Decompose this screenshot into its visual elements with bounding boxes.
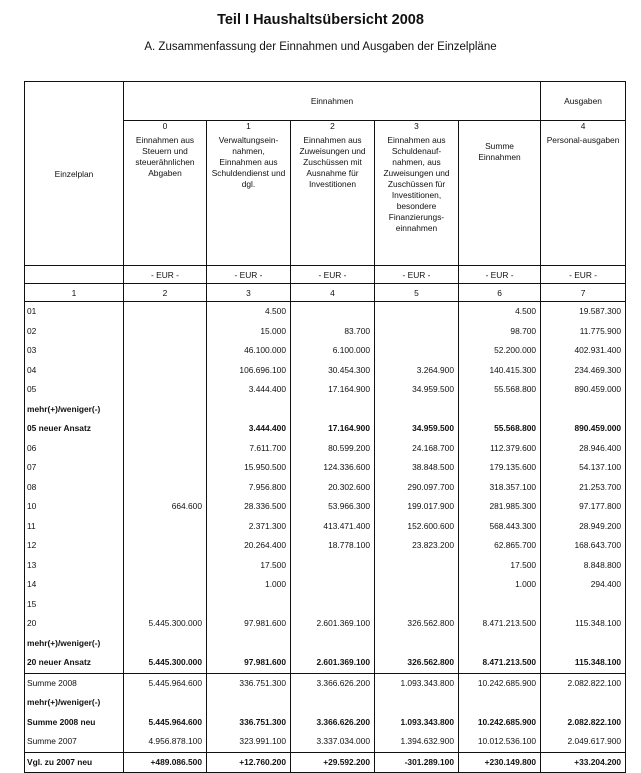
value-cell: 3.337.034.000 — [291, 732, 375, 752]
row-label: 20 neuer Ansatz — [25, 653, 124, 673]
value-cell: 17.164.900 — [291, 380, 375, 400]
value-cell: 28.336.500 — [207, 497, 291, 517]
value-cell: 80.599.200 — [291, 439, 375, 459]
value-cell: 97.981.600 — [207, 614, 291, 634]
row-label: Summe 2007 — [25, 732, 124, 752]
value-cell: 28.949.200 — [541, 517, 626, 537]
header-col-summe: Summe Einnahmen — [459, 121, 541, 266]
value-cell — [124, 517, 207, 537]
budget-summary-table — [24, 81, 626, 773]
value-cell: 1.394.632.900 — [375, 732, 459, 752]
value-cell — [541, 634, 626, 654]
unit-cell: - EUR - — [124, 266, 207, 284]
value-cell: 140.415.300 — [459, 361, 541, 381]
unit-cell: - EUR - — [291, 266, 375, 284]
header-col-schuldenaufnahmen: 3 Einnahmen aus Schuldenauf-nahmen, aus Zuweisungen und Zuschüssen für Investitionen, besondere Finanzierungs-einnahmen — [375, 121, 459, 266]
value-cell: 15.950.500 — [207, 458, 291, 478]
column-number: 5 — [375, 284, 459, 302]
value-cell: 168.643.700 — [541, 536, 626, 556]
value-cell: 5.445.300.000 — [124, 614, 207, 634]
value-cell: +29.592.200 — [291, 752, 375, 773]
value-cell: 4.500 — [207, 302, 291, 322]
table-row — [25, 575, 626, 595]
row-label: 08 — [25, 478, 124, 498]
value-cell: 23.823.200 — [375, 536, 459, 556]
row-label: 14 — [25, 575, 124, 595]
value-cell — [291, 575, 375, 595]
value-cell: 10.012.536.100 — [459, 732, 541, 752]
row-label: mehr(+)/weniger(-) — [25, 693, 124, 713]
row-label: Summe 2008 — [25, 673, 124, 693]
table-row — [25, 361, 626, 381]
value-cell — [291, 400, 375, 420]
unit-cell: - EUR - — [375, 266, 459, 284]
value-cell: 124.336.600 — [291, 458, 375, 478]
value-cell — [124, 575, 207, 595]
row-label: 20 — [25, 614, 124, 634]
value-cell: 2.049.617.900 — [541, 732, 626, 752]
value-cell — [124, 595, 207, 615]
table-row — [25, 536, 626, 556]
table-row — [25, 497, 626, 517]
value-cell — [207, 634, 291, 654]
row-label: Vgl. zu 2007 neu — [25, 752, 124, 773]
value-cell — [375, 634, 459, 654]
value-cell: 890.459.000 — [541, 419, 626, 439]
column-number: 2 — [124, 284, 207, 302]
row-label: Summe 2008 neu — [25, 713, 124, 733]
value-cell: 24.168.700 — [375, 439, 459, 459]
value-cell: 98.700 — [459, 322, 541, 342]
value-cell: 7.611.700 — [207, 439, 291, 459]
row-label: mehr(+)/weniger(-) — [25, 400, 124, 420]
value-cell: 115.348.100 — [541, 614, 626, 634]
value-cell — [124, 419, 207, 439]
value-cell — [124, 341, 207, 361]
value-cell: +12.760.200 — [207, 752, 291, 773]
value-cell — [124, 556, 207, 576]
value-cell: 152.600.600 — [375, 517, 459, 537]
row-label: 15 — [25, 595, 124, 615]
value-cell: 55.568.800 — [459, 419, 541, 439]
row-label: 12 — [25, 536, 124, 556]
value-cell — [291, 302, 375, 322]
value-cell: 2.601.369.100 — [291, 614, 375, 634]
value-cell — [541, 400, 626, 420]
value-cell: 83.700 — [291, 322, 375, 342]
header-einnahmen: Einnahmen — [124, 82, 541, 121]
value-cell: 11.775.900 — [541, 322, 626, 342]
value-cell: 17.164.900 — [291, 419, 375, 439]
value-cell: 8.848.800 — [541, 556, 626, 576]
value-cell — [124, 322, 207, 342]
value-cell: 2.371.300 — [207, 517, 291, 537]
table-row — [25, 419, 626, 439]
value-cell — [124, 634, 207, 654]
column-number: 7 — [541, 284, 626, 302]
unit-cell: - EUR - — [459, 266, 541, 284]
table-body — [25, 302, 626, 674]
value-cell: 17.500 — [207, 556, 291, 576]
value-cell: 890.459.000 — [541, 380, 626, 400]
value-cell: 52.200.000 — [459, 341, 541, 361]
value-cell — [291, 693, 375, 713]
value-cell: 8.471.213.500 — [459, 653, 541, 673]
value-cell: 5.445.300.000 — [124, 653, 207, 673]
value-cell — [207, 400, 291, 420]
row-label: 11 — [25, 517, 124, 537]
header-col-zuweisungen: 2 Einnahmen aus Zuweisungen und Zuschüssen mit Ausnahme für Investitionen — [291, 121, 375, 266]
table-row — [25, 439, 626, 459]
column-number: 6 — [459, 284, 541, 302]
value-cell: 115.348.100 — [541, 653, 626, 673]
value-cell: 10.242.685.900 — [459, 713, 541, 733]
value-cell: 318.357.100 — [459, 478, 541, 498]
value-cell — [124, 536, 207, 556]
value-cell: 4.956.878.100 — [124, 732, 207, 752]
value-cell: +33.204.200 — [541, 752, 626, 773]
value-cell: 1.000 — [459, 575, 541, 595]
value-cell: 112.379.600 — [459, 439, 541, 459]
unit-cell: - EUR - — [541, 266, 626, 284]
value-cell: 20.264.400 — [207, 536, 291, 556]
value-cell: 664.600 — [124, 497, 207, 517]
unit-cell-empty — [25, 266, 124, 284]
value-cell: 21.253.700 — [541, 478, 626, 498]
value-cell: 2.082.822.100 — [541, 673, 626, 693]
value-cell — [124, 439, 207, 459]
row-label: 06 — [25, 439, 124, 459]
value-cell: -301.289.100 — [375, 752, 459, 773]
value-cell — [541, 595, 626, 615]
value-cell — [459, 400, 541, 420]
value-cell: 1.000 — [207, 575, 291, 595]
value-cell — [375, 302, 459, 322]
table-totals — [25, 673, 626, 773]
value-cell: 1.093.343.800 — [375, 673, 459, 693]
row-label: 01 — [25, 302, 124, 322]
table-row — [25, 322, 626, 342]
value-cell — [124, 458, 207, 478]
row-label: 04 — [25, 361, 124, 381]
value-cell — [459, 634, 541, 654]
value-cell: 34.959.500 — [375, 380, 459, 400]
value-cell: 6.100.000 — [291, 341, 375, 361]
value-cell: 38.848.500 — [375, 458, 459, 478]
table-row — [25, 478, 626, 498]
value-cell — [124, 361, 207, 381]
value-cell: 568.443.300 — [459, 517, 541, 537]
value-cell: 3.444.400 — [207, 380, 291, 400]
value-cell: 106.696.100 — [207, 361, 291, 381]
table-row — [25, 517, 626, 537]
row-label: 07 — [25, 458, 124, 478]
header-col-verwaltung: 1 Verwaltungsein-nahmen, Einnahmen aus Schuldendienst und dgl. — [207, 121, 291, 266]
table-row — [25, 653, 626, 673]
header-einzelplan: Einzelplan — [25, 82, 124, 266]
value-cell: 17.500 — [459, 556, 541, 576]
table-row — [25, 634, 626, 654]
value-cell: 326.562.800 — [375, 614, 459, 634]
value-cell: 179.135.600 — [459, 458, 541, 478]
table-row — [25, 713, 626, 733]
value-cell: 30.454.300 — [291, 361, 375, 381]
value-cell: 413.471.400 — [291, 517, 375, 537]
value-cell: 53.966.300 — [291, 497, 375, 517]
value-cell — [124, 693, 207, 713]
value-cell — [124, 400, 207, 420]
value-cell — [124, 478, 207, 498]
value-cell: 402.931.400 — [541, 341, 626, 361]
value-cell — [459, 693, 541, 713]
value-cell: 5.445.964.600 — [124, 673, 207, 693]
row-label: 02 — [25, 322, 124, 342]
value-cell — [124, 380, 207, 400]
value-cell: 46.100.000 — [207, 341, 291, 361]
value-cell — [207, 595, 291, 615]
value-cell: 54.137.100 — [541, 458, 626, 478]
value-cell: 4.500 — [459, 302, 541, 322]
value-cell: 336.751.300 — [207, 673, 291, 693]
table-row — [25, 556, 626, 576]
value-cell: +230.149.800 — [459, 752, 541, 773]
value-cell: 336.751.300 — [207, 713, 291, 733]
value-cell: 234.469.300 — [541, 361, 626, 381]
header-col-steuern: 0 Einnahmen aus Steuern und steuerähnlichen Abgaben — [124, 121, 207, 266]
value-cell: 1.093.343.800 — [375, 713, 459, 733]
value-cell: 10.242.685.900 — [459, 673, 541, 693]
value-cell — [291, 634, 375, 654]
value-cell: 7.956.800 — [207, 478, 291, 498]
value-cell: 18.778.100 — [291, 536, 375, 556]
value-cell: 3.366.626.200 — [291, 673, 375, 693]
value-cell: 15.000 — [207, 322, 291, 342]
table-row — [25, 752, 626, 773]
page-subtitle: A. Zusammenfassung der Einnahmen und Ausgaben der Einzelpläne — [144, 41, 497, 53]
value-cell — [375, 322, 459, 342]
table-row — [25, 341, 626, 361]
header-ausgaben: Ausgaben — [541, 82, 626, 121]
value-cell — [375, 341, 459, 361]
value-cell: 97.177.800 — [541, 497, 626, 517]
value-cell: 20.302.600 — [291, 478, 375, 498]
value-cell — [375, 400, 459, 420]
column-number: 1 — [25, 284, 124, 302]
table-row — [25, 380, 626, 400]
value-cell: 19.587.300 — [541, 302, 626, 322]
value-cell — [291, 595, 375, 615]
value-cell: 97.981.600 — [207, 653, 291, 673]
value-cell: 62.865.700 — [459, 536, 541, 556]
header-col-personal: 4 Personal-ausgaben — [541, 121, 626, 266]
value-cell — [291, 556, 375, 576]
value-cell: 281.985.300 — [459, 497, 541, 517]
row-label: 13 — [25, 556, 124, 576]
value-cell: 34.959.500 — [375, 419, 459, 439]
value-cell — [459, 595, 541, 615]
value-cell — [375, 595, 459, 615]
value-cell: 3.444.400 — [207, 419, 291, 439]
value-cell — [375, 575, 459, 595]
value-cell — [541, 693, 626, 713]
row-label: 05 neuer Ansatz — [25, 419, 124, 439]
value-cell: 2.082.822.100 — [541, 713, 626, 733]
column-number: 3 — [207, 284, 291, 302]
value-cell: 3.264.900 — [375, 361, 459, 381]
value-cell: 3.366.626.200 — [291, 713, 375, 733]
value-cell: 8.471.213.500 — [459, 614, 541, 634]
value-cell — [207, 693, 291, 713]
value-cell: 294.400 — [541, 575, 626, 595]
table-row — [25, 614, 626, 634]
table-row — [25, 732, 626, 752]
row-label: 10 — [25, 497, 124, 517]
value-cell: 28.946.400 — [541, 439, 626, 459]
value-cell: 199.017.900 — [375, 497, 459, 517]
value-cell: 326.562.800 — [375, 653, 459, 673]
table-row — [25, 458, 626, 478]
value-cell: 2.601.369.100 — [291, 653, 375, 673]
row-label: mehr(+)/weniger(-) — [25, 634, 124, 654]
table-row — [25, 595, 626, 615]
table-row — [25, 693, 626, 713]
page-title: Teil I Haushaltsübersicht 2008 — [217, 12, 424, 28]
value-cell — [375, 556, 459, 576]
column-number: 4 — [291, 284, 375, 302]
table-row — [25, 673, 626, 693]
table-row — [25, 302, 626, 322]
value-cell: 55.568.800 — [459, 380, 541, 400]
row-label: 03 — [25, 341, 124, 361]
value-cell: 290.097.700 — [375, 478, 459, 498]
unit-cell: - EUR - — [207, 266, 291, 284]
value-cell — [124, 302, 207, 322]
table-row — [25, 400, 626, 420]
value-cell: +489.086.500 — [124, 752, 207, 773]
value-cell — [375, 693, 459, 713]
value-cell: 5.445.964.600 — [124, 713, 207, 733]
value-cell: 323.991.100 — [207, 732, 291, 752]
row-label: 05 — [25, 380, 124, 400]
